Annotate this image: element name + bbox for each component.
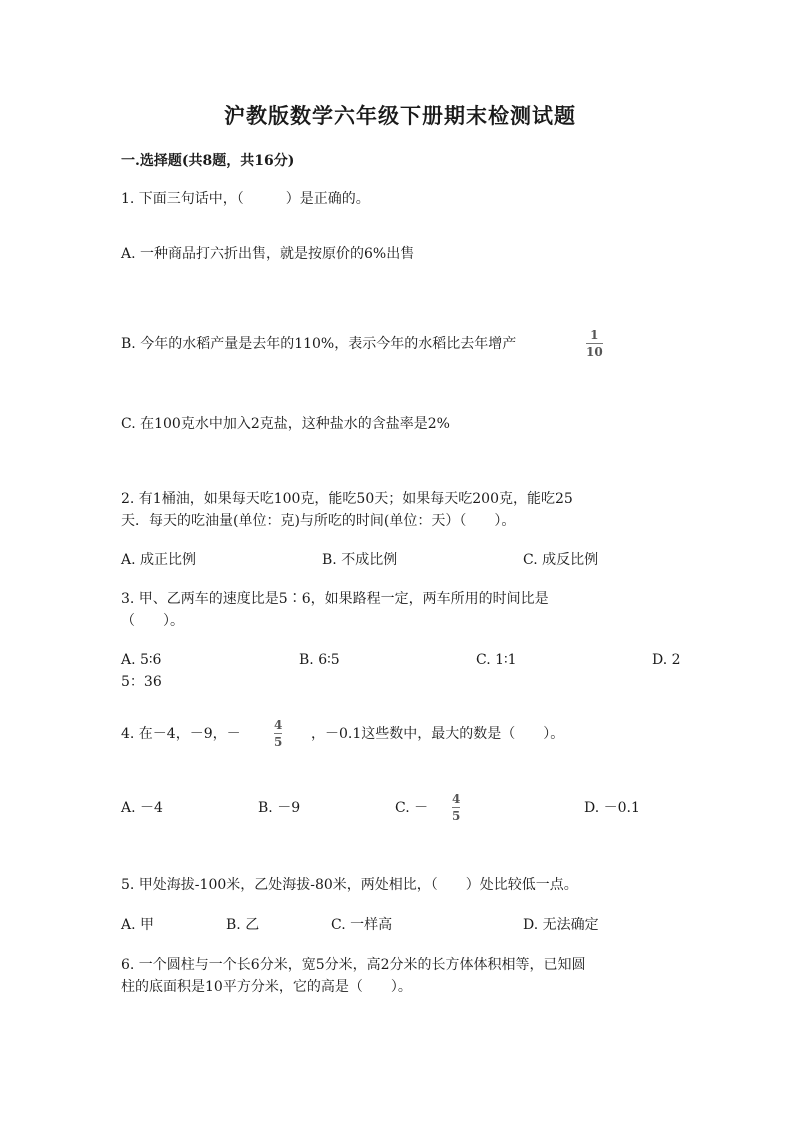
question-5-option-d: D. 无法确定 xyxy=(523,917,599,933)
question-3-option-c: C. 1∶1 xyxy=(476,652,517,668)
question-6-stem-line-2: 柱的底面积是10平方分米，它的高是（ ）。 xyxy=(121,979,412,995)
question-3-option-b: B. 6∶5 xyxy=(299,652,340,668)
fraction-bar xyxy=(586,343,603,344)
question-1-stem: 1. 下面三句话中，（ ）是正确的。 xyxy=(121,191,370,207)
question-2-stem-line-1: 2. 有1桶油，如果每天吃100克，能吃50天；如果每天吃200克，能吃25 xyxy=(121,491,573,507)
question-4-option-c-fraction xyxy=(452,792,460,823)
question-3-stem-line-2: （ ）。 xyxy=(121,613,184,629)
question-5-option-c: C. 一样高 xyxy=(331,917,393,933)
question-4-option-c: C. － xyxy=(395,800,429,816)
question-3-option-d-continued: 5：36 xyxy=(121,674,162,690)
fraction-numerator: 4 xyxy=(452,792,461,806)
question-3-option-a: A. 5∶6 xyxy=(121,652,162,668)
question-1-option-b: B. 今年的水稻产量是去年的110%，表示今年的水稻比去年增产 xyxy=(121,336,517,352)
fraction-denominator: 10 xyxy=(586,345,603,359)
fraction-numerator: 1 xyxy=(590,328,599,342)
question-6-stem-line-1: 6. 一个圆柱与一个长6分米，宽5分米，高2分米的长方体体积相等，已知圆 xyxy=(121,957,586,973)
question-1-fraction xyxy=(586,328,603,359)
fraction-denominator: 5 xyxy=(274,735,283,749)
fraction-bar xyxy=(274,733,282,734)
question-4-option-d: D. －0.1 xyxy=(584,800,640,816)
question-4-fraction xyxy=(274,718,282,749)
page-title: 沪教版数学六年级下册期末检测试题 xyxy=(224,103,576,128)
question-5-stem: 5. 甲处海拔-100米，乙处海拔-80米，两处相比，（ ）处比较低一点。 xyxy=(121,877,578,893)
question-1-option-a: A. 一种商品打六折出售，就是按原价的6%出售 xyxy=(121,246,415,262)
question-4-stem-end: ，－0.1这些数中，最大的数是（ ）。 xyxy=(311,726,565,742)
question-5-option-b: B. 乙 xyxy=(226,917,260,933)
fraction-denominator: 5 xyxy=(452,809,461,823)
fraction-bar xyxy=(452,807,460,808)
question-2-option-b: B. 不成比例 xyxy=(322,552,398,568)
question-4-option-a: A. －4 xyxy=(121,800,163,816)
question-2-option-a: A. 成正比例 xyxy=(121,552,197,568)
question-2-option-c: C. 成反比例 xyxy=(523,552,599,568)
section-heading: 一.选择题(共8题，共16分) xyxy=(121,153,295,169)
question-3-option-d: D. 2 xyxy=(652,652,681,668)
question-1-option-c: C. 在100克水中加入2克盐，这种盐水的含盐率是2% xyxy=(121,416,450,432)
question-5-option-a: A. 甲 xyxy=(121,917,155,933)
question-4-stem-start: 4. 在－4，－9，－ xyxy=(121,726,241,742)
fraction-numerator: 4 xyxy=(274,718,283,732)
question-4-option-b: B. －9 xyxy=(258,800,301,816)
question-3-stem-line-1: 3. 甲、乙两车的速度比是5∶6，如果路程一定，两车所用的时间比是 xyxy=(121,591,549,607)
question-2-stem-line-2: 天．每天的吃油量(单位：克)与所吃的时间(单位：天）（ ）。 xyxy=(121,513,516,529)
